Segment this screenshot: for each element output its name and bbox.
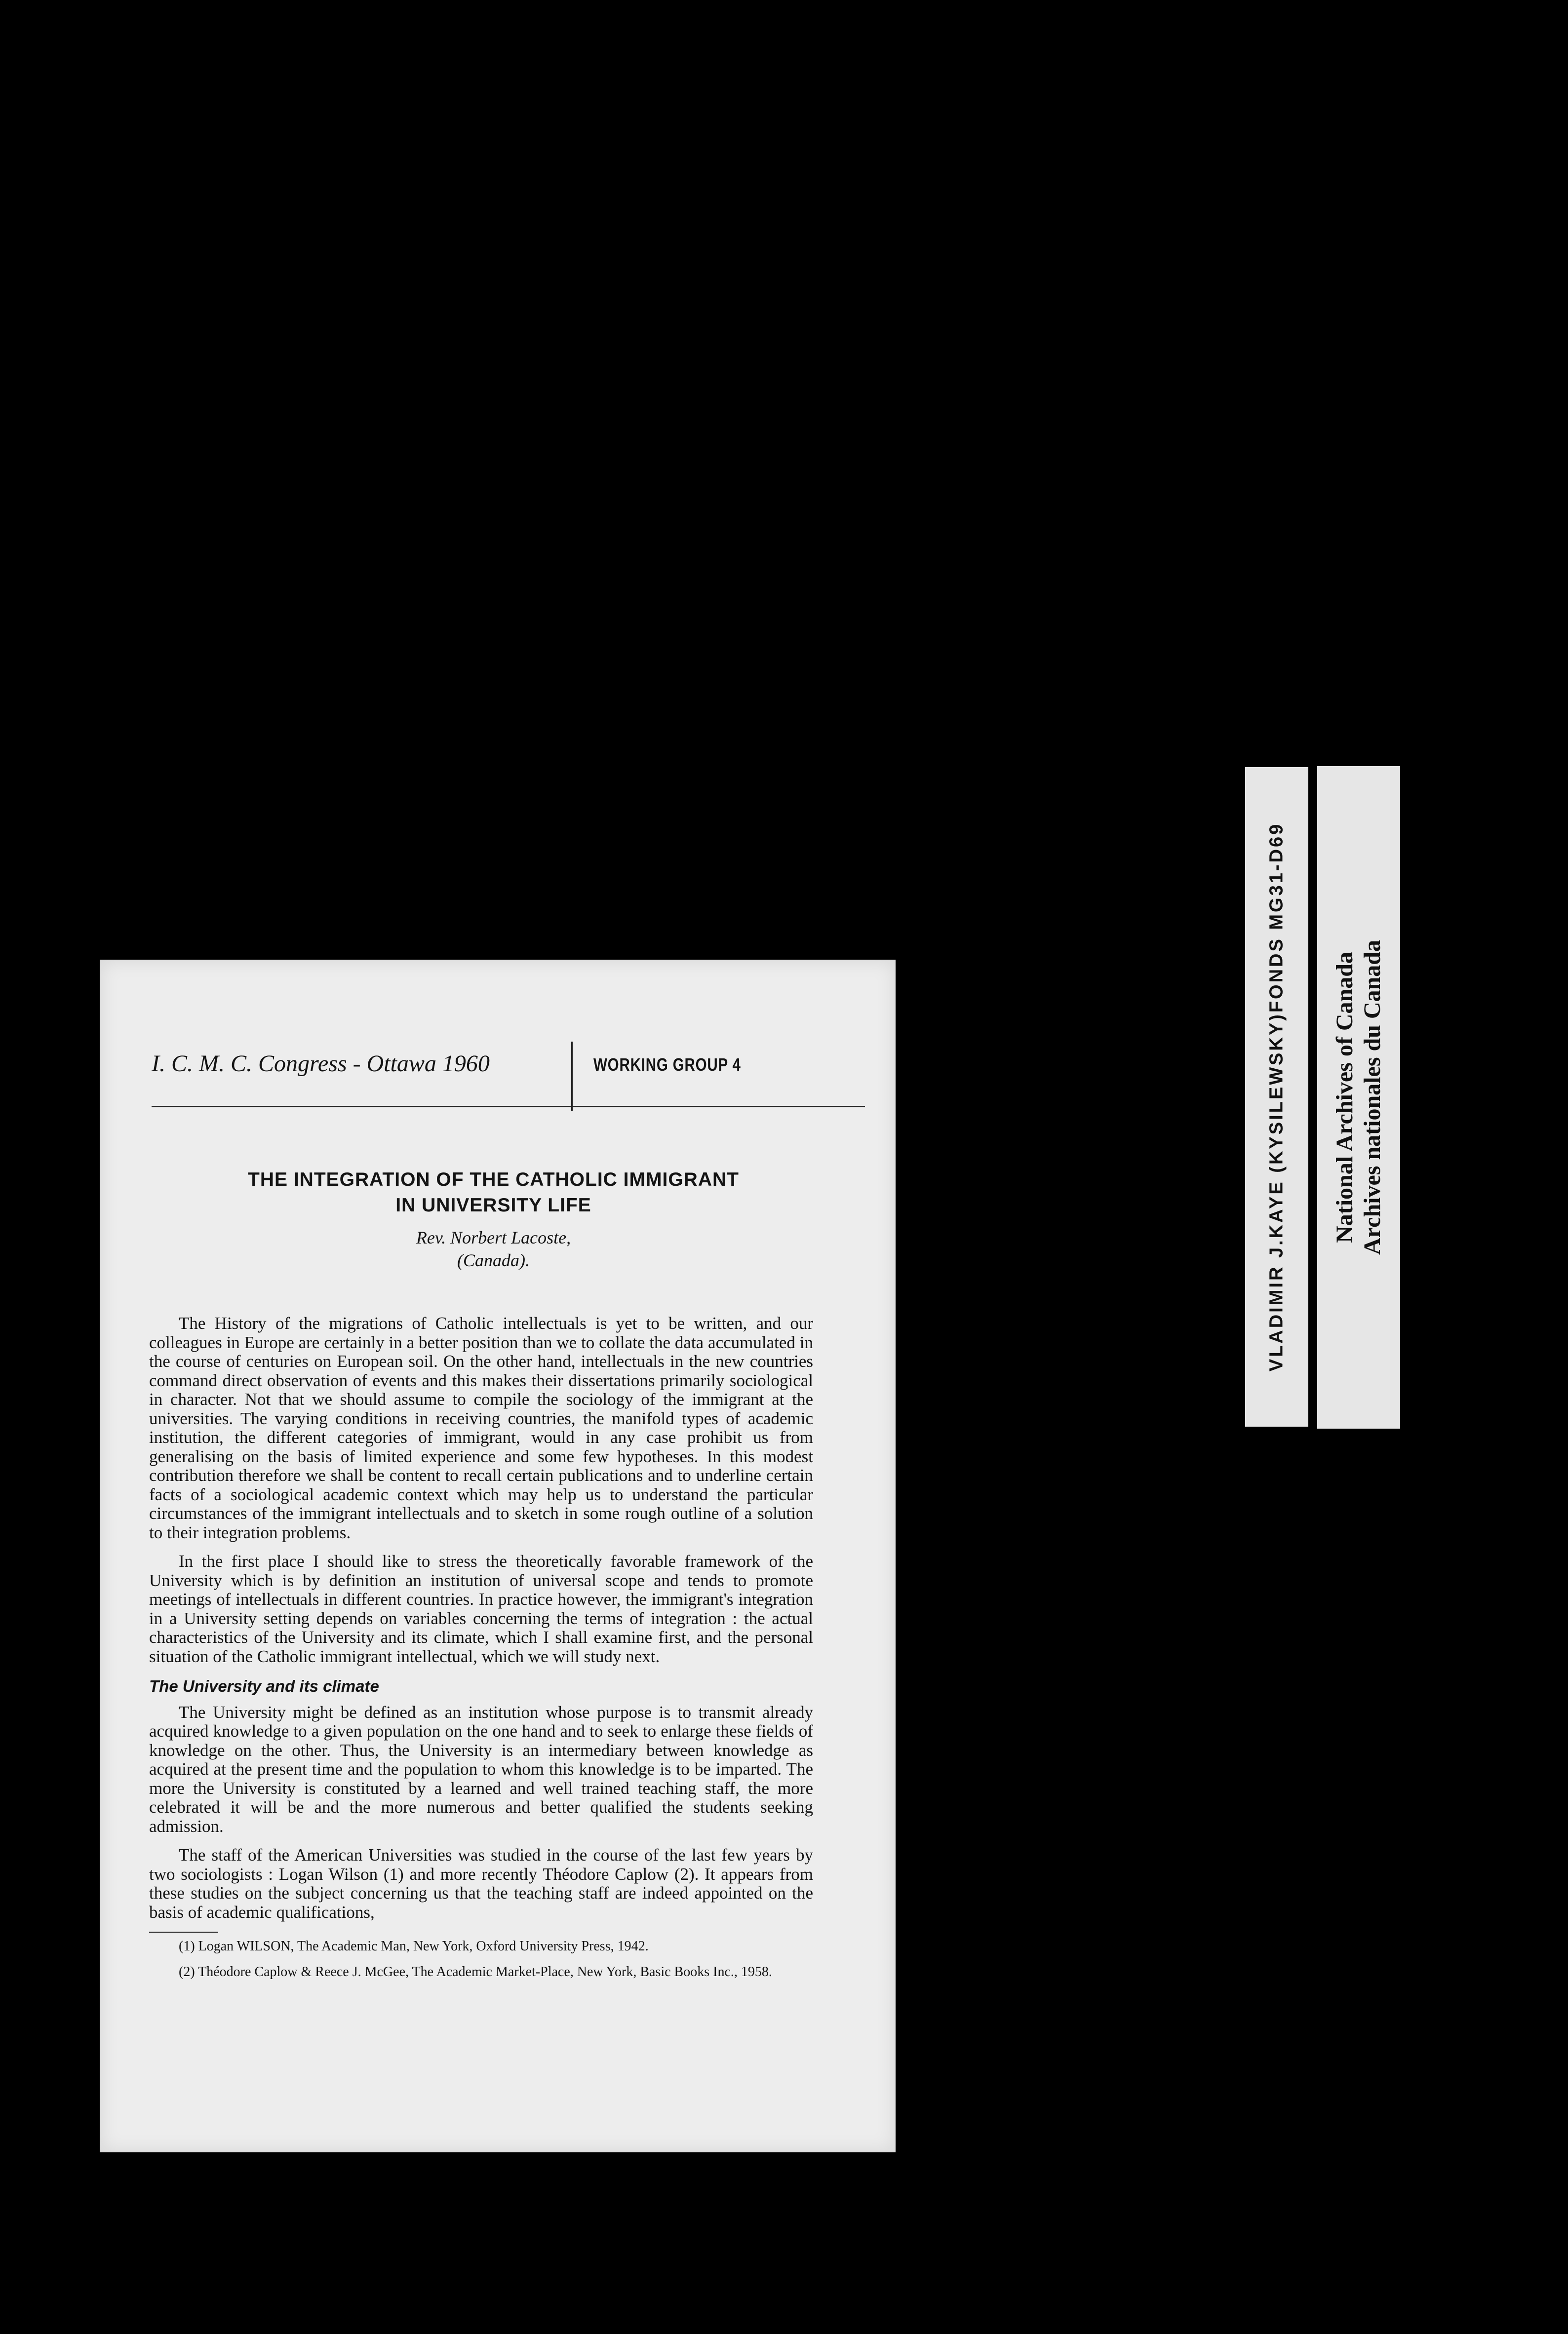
title-line-2: IN UNIVERSITY LIFE bbox=[395, 1195, 591, 1216]
fonds-label-strip bbox=[1245, 767, 1308, 1427]
author-block bbox=[149, 1226, 838, 1272]
footnote-rule bbox=[149, 1932, 218, 1933]
header-divider bbox=[571, 1042, 573, 1111]
congress-heading: I. C. M. C. Congress - Ottawa 1960 bbox=[152, 1050, 490, 1077]
document-page bbox=[100, 960, 896, 2152]
page-header bbox=[152, 1047, 838, 1108]
archives-label-strip bbox=[1317, 766, 1400, 1429]
archives-label-en: National Archives of Canada bbox=[1332, 952, 1358, 1243]
fonds-label: VLADIMIR J.KAYE (KYSILEWSKY)FONDS MG31-D69 bbox=[1266, 822, 1287, 1372]
paragraph: The staff of the American Universities was studied in the course of the last few years by two sociologists : Logan Wilson (1) and more recently Théodore Caplow (2). It appears from these studies on the subject concerning us that the teaching staff are indeed appointed on the basis of academic qualifications, bbox=[149, 1845, 813, 1922]
paragraph: The University might be defined as an institution whose purpose is to transmit already acquired knowledge to a given population on the one hand and to seek to enlarge these fields of knowledge on the other. Thus, the University is an intermediary between knowledge as acquired at the present time and the population to whom this knowledge is to be imparted. The more the University is constituted by a learned and well trained teaching staff, the more celebrated it will be and the more numerous and better qualified the students seeking admission. bbox=[149, 1702, 813, 1836]
working-group-label: WORKING GROUP 4 bbox=[593, 1054, 741, 1075]
archives-label bbox=[1331, 940, 1386, 1255]
author-name: Rev. Norbert Lacoste, bbox=[416, 1228, 571, 1247]
title-line-1: THE INTEGRATION OF THE CATHOLIC IMMIGRANT bbox=[248, 1169, 739, 1190]
article-title bbox=[149, 1167, 838, 1218]
footnote: (1) Logan WILSON, The Academic Man, New York, Oxford University Press, 1942. bbox=[179, 1939, 649, 1954]
article-body bbox=[149, 1314, 813, 1990]
section-heading: The University and its climate bbox=[149, 1677, 379, 1695]
archives-label-fr: Archives nationales du Canada bbox=[1359, 940, 1385, 1255]
paragraph: In the first place I should like to stress the theoretically favorable framework of the University which is by definition an institution of universal scope and tends to promote meetings of intellectuals in different countries. In practice however, the immigrant's integration in a University setting depends on variables concerning the terms of integration : the actual characteristics of the University and its climate, which I shall examine first, and the personal situation of the Catholic immigrant intellectual, which we will study next. bbox=[149, 1552, 813, 1666]
paragraph: The History of the migrations of Catholic intellectuals is yet to be written, and our colleagues in Europe are certainly in a better position than we to collate the data accumulated in the course of centuries on European soil. On the other hand, intellectuals in the new countries command direct observation of events and this makes their dissertations primarily sociological in character. Not that we should assume to compile the sociology of the immigrant at the universities. The varying conditions in receiving countries, the manifold types of academic institution, the different categories of immigrant, would in any case prohibit us from generalising on the basis of limited experience and some few hypotheses. In this modest contribution therefore we shall be content to recall certain publications and to underline certain facts of a sociological academic context which may help us to understand the particular circumstances of the immigrant intellectuals and to sketch in some rough outline of a solution to their integration problems. bbox=[149, 1314, 813, 1542]
footnote: (2) Théodore Caplow & Reece J. McGee, The Academic Market-Place, New York, Basic Books Inc., 1958. bbox=[179, 1964, 772, 1980]
author-country: (Canada). bbox=[457, 1250, 530, 1270]
header-rule bbox=[152, 1106, 865, 1107]
